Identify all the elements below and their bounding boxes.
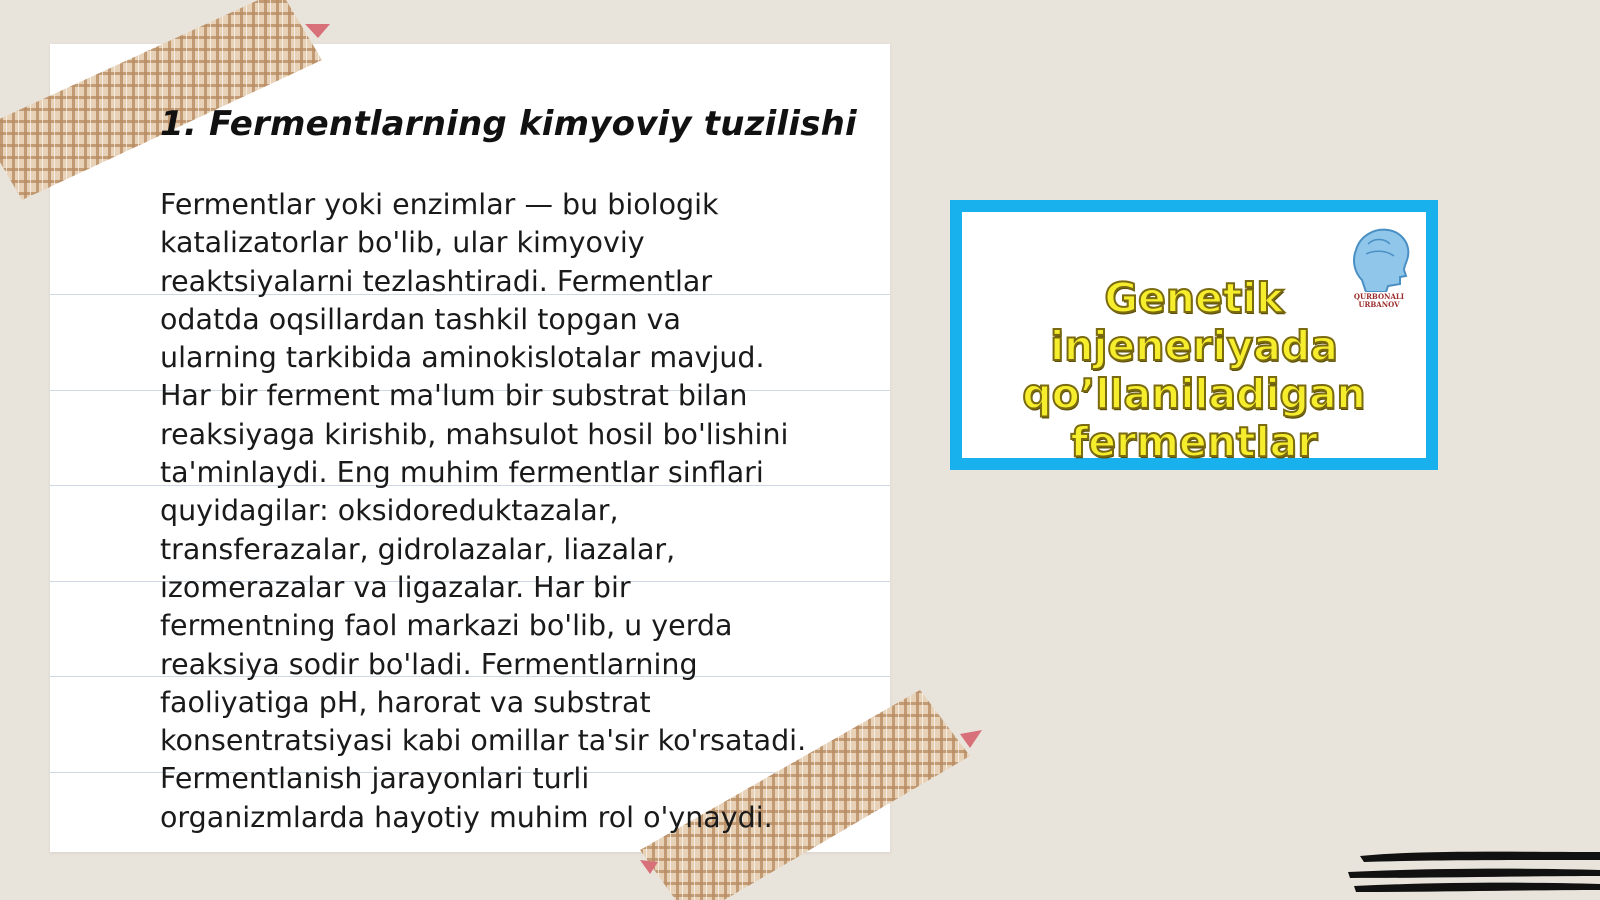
logo-text-line1: QURBONALI [1353,292,1405,301]
image-panel [950,200,1438,470]
brush-stroke-decoration [1340,848,1600,898]
logo-text-line2: URBANOV [1358,300,1400,309]
panel-heading: Genetik injeneriyada qo’llaniladigan fermentlar [1022,274,1366,466]
slide-body-text: Fermentlar yoki enzimlar — bu biologik katalizatorlar bo'lib, ular kimyoviy reaktsiyalarni tezlashtiradi. Fermentlar odatda oqsillardan tashkil topgan va ularning tarkibida aminokislotalar mavjud. Har bir ferment ma'lum bir substrat bilan reaksiyaga kirishib, mahsulot hosil bo'lishini ta'minlaydi. Eng muhim fermentlar sinflari quyidagilar: oksidoreduktazalar, transferazalar, gidrolazalar, liazalar, izomerazalar va ligazalar. Har bir fermentning faol markazi bo'lib, u yerda reaksiya sodir bo'ladi. Fermentlarning faoliyatiga pH, harorat va substrat konsentratsiyasi kabi omillar ta'sir ko'rsatadi. Fermentlanish jarayonlari turli organizmlarda hayotiy muhim rol o'ynaydi. [160,188,807,834]
slide-title: 1. Fermentlarning kimyoviy tuzilishi [160,104,857,144]
